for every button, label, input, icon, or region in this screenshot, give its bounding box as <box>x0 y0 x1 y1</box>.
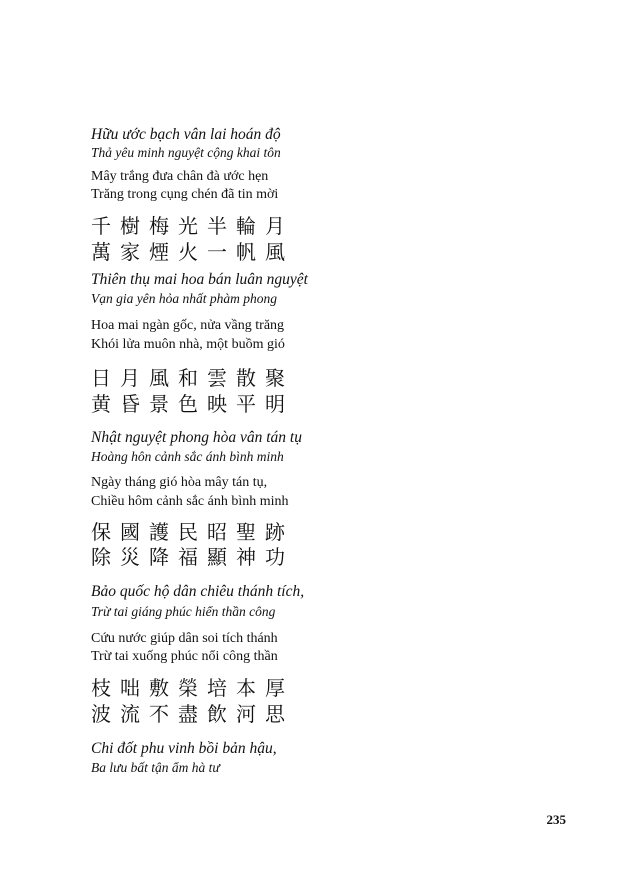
han-verse-line: 除災降福顯神功 <box>91 545 294 569</box>
transliteration-line: Thả yêu minh nguyệt cộng khai tôn <box>91 145 281 160</box>
translation-line: Chiều hôm cảnh sắc ánh bình minh <box>91 494 289 509</box>
page-number: 235 <box>546 812 566 827</box>
han-verse-line: 千樹梅光半輪月 <box>91 214 294 238</box>
han-verse-line: 日月風和雲散聚 <box>91 366 294 390</box>
translation-line: Cứu nước giúp dân soi tích thánh <box>91 631 278 646</box>
han-verse-line: 枝咄敷榮培本厚 <box>91 676 294 700</box>
transliteration-line: Nhật nguyệt phong hòa vân tán tụ <box>91 429 302 446</box>
han-verse-line: 黄昏景色映平明 <box>91 392 294 416</box>
han-verse-line: 萬家煙火一帆風 <box>91 240 294 264</box>
translation-line: Mây trắng đưa chân đà ước hẹn <box>91 169 269 184</box>
transliteration-line: Trừ tai giáng phúc hiển thần công <box>91 604 276 619</box>
translation-line: Trăng trong cụng chén đã tin mời <box>91 187 279 202</box>
translation-line: Hoa mai ngàn gốc, nửa vầng trăng <box>91 318 285 333</box>
transliteration-line: Hoàng hôn cảnh sắc ánh bình minh <box>91 449 284 464</box>
transliteration-line: Thiên thụ mai hoa bán luân nguyệt <box>91 271 308 288</box>
transliteration-line: Chi đốt phu vinh bồi bản hậu, <box>91 740 277 757</box>
translation-line: Ngày tháng gió hòa mây tán tụ, <box>91 475 268 490</box>
transliteration-line: Vạn gia yên hỏa nhất phàm phong <box>91 291 277 306</box>
han-verse-line: 保國護民昭聖跡 <box>91 520 294 544</box>
transliteration-line: Hữu ước bạch vân lai hoán độ <box>91 126 281 143</box>
transliteration-line: Ba lưu bất tận ẩm hà tư <box>91 760 220 775</box>
transliteration-line: Bảo quốc hộ dân chiêu thánh tích, <box>91 583 305 600</box>
translation-line: Khói lửa muôn nhà, một buồm gió <box>91 337 285 352</box>
translation-line: Trừ tai xuống phúc nổi công thần <box>91 649 278 664</box>
han-verse-line: 波流不盡飲河思 <box>91 702 294 726</box>
